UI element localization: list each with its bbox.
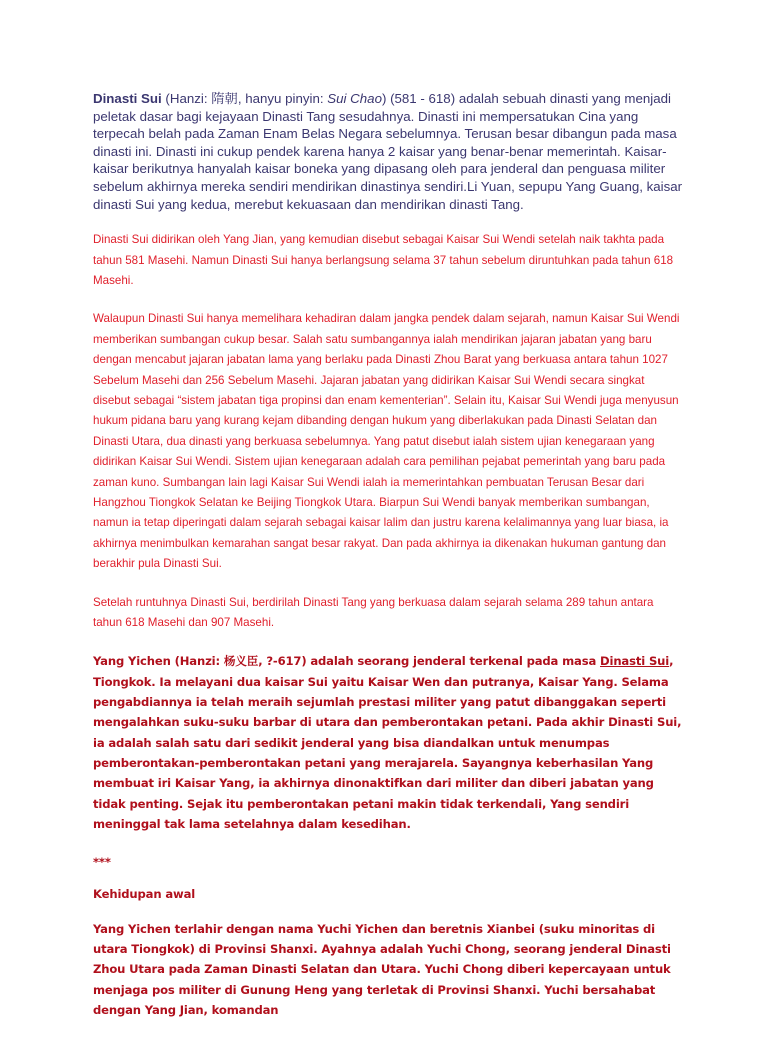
intro-italic-term: Sui Chao (327, 91, 382, 106)
intro-bold-term: Dinasti Sui (93, 91, 162, 106)
intro-text-2: ) (581 - 618) adalah sebuah dinasti yang menjadi peletak dasar bagi kejayaan Dinasti Tang sesudahnya. Dinasti ini mempersatukan Cina yang terpecah belah pada Zaman Enam Belas Negara sebelumnya. Terusan besar dibangun pada masa dinasti ini. Dinasti ini cukup pendek karena hanya 2 kaisar yang benar-benar memerintah. Kaisar-kaisar berikutnya hanyalah kaisar boneka yang dipasang oleh para jenderal dan penguasa militer sebelum akhirnya mereka sendiri mendirikan dinastinya sendiri.Li Yuan, sepupu Yang Guang, kaisar dinasti Sui yang kedua, merebut kekuasaan dan mendirikan dinasti Tang. (93, 91, 683, 212)
intro-paragraph (93, 90, 683, 213)
founding-paragraph: Dinasti Sui didirikan oleh Yang Jian, yang kemudian disebut sebagai Kaisar Sui Wendi setelah naik takhta pada tahun 581 Masehi. Namun Dinasti Sui hanya berlangsung selama 37 tahun sebelum diruntuhkan pada tahun 618 Masehi. (93, 233, 674, 287)
yang-yichen-paragraph (93, 651, 683, 834)
contributions-paragraph: Walaupun Dinasti Sui hanya memelihara kehadiran dalam jangka pendek dalam sejarah, namun Kaisar Sui Wendi memberikan sumbangan cukup besar. Salah satu sumbangannya ialah mendirikan jajaran jabatan yang baru dengan mencabut jajaran jabatan lama yang berlaku pada Dinasti Zhou Barat yang berkuasa antara tahun 1027 Sebelum Masehi dan 256 Sebelum Masehi. Jajaran jabatan yang didirikan Kaisar Sui Wendi secara singkat disebut sebagai “sistem jabatan tiga propinsi dan enam kementerian”. Selain itu, Kaisar Sui Wendi juga menyusun hukum pidana baru yang kurang kejam dibanding dengan hukum yang diberlakukan pada Dinasti Selatan dan Dinasti Utara, dua dinasti yang berkuasa sebelumnya. Yang patut disebut ialah sistem ujian kenegaraan yang didirikan Kaisar Sui Wendi. Sistem ujian kenegaraan adalah cara pemilihan pejabat pemerintah yang baru pada zaman kuno. Sumbangan lain lagi Kaisar Sui Wendi ialah ia memerintahkan pembuatan Terusan Besar dari Hangzhou Tiongkok Selatan ke Beijing Tiongkok Utara. Biarpun Sui Wendi banyak memberikan sumbangan, namun ia tetap diperingati dalam sejarah sebagai kaisar lalim dan justru karena kelalimannya yang luar biasa, ia akhirnya menimbulkan kemarahan sangat besar rakyat. Dan pada akhirnya ia dikenakan hukuman gantung dan berakhir pula Dinasti Sui. (93, 312, 680, 571)
yang-yichen-text-2: , Tiongkok. Ia melayani dua kaisar Sui yaitu Kaisar Wen dan putranya, Kaisar Yang. Selama pengabdiannya ia telah meraih sejumlah prestasi militer yang patut dibanggakan seperti mengalahkan suku-suku barbar di utara dan pemberontakan petani. Pada akhir Dinasti Sui, ia adalah salah satu dari sedikit jenderal yang bisa diandalkan untuk menumpas pemberontakan-pemberontakan petani yang merajarela. Sayangnya keberhasilan Yang membuat iri Kaisar Yang, ia akhirnya dinonaktifkan dari militer dan diberi jabatan yang tidak penting. Sejak itu pemberontakan petani makin tidak terkendali, Yang sendiri meninggal tak lama setelahnya dalam kesedihan. (93, 654, 682, 831)
dinasti-sui-link[interactable]: Dinasti Sui (600, 654, 670, 669)
document-page (93, 90, 683, 1038)
intro-text-1: (Hanzi: 隋朝, hanyu pinyin: (161, 91, 328, 106)
early-life-paragraph: Yang Yichen terlahir dengan nama Yuchi Yichen dan beretnis Xianbei (suku minoritas di utara Tiongkok) di Provinsi Shanxi. Ayahnya adalah Yuchi Chong, seorang jenderal Dinasti Zhou Utara pada Zaman Dinasti Selatan dan Utara. Yuchi Chong diberi kepercayaan untuk menjaga pos militer di Gunung Heng yang terletak di Provinsi Shanxi. Yuchi bersahabat dengan Yang Jian, komandan (93, 921, 671, 1017)
section-heading: Kehidupan awal (93, 887, 196, 902)
aftermath-paragraph: Setelah runtuhnya Dinasti Sui, berdirilah Dinasti Tang yang berkuasa dalam sejarah selama 289 tahun antara tahun 618 Masehi dan 907 Masehi. (93, 595, 654, 630)
section-separator: *** (93, 855, 111, 870)
yang-yichen-text-1: Yang Yichen (Hanzi: 杨义臣, ?-617) adalah seorang jenderal terkenal pada masa (93, 654, 601, 669)
